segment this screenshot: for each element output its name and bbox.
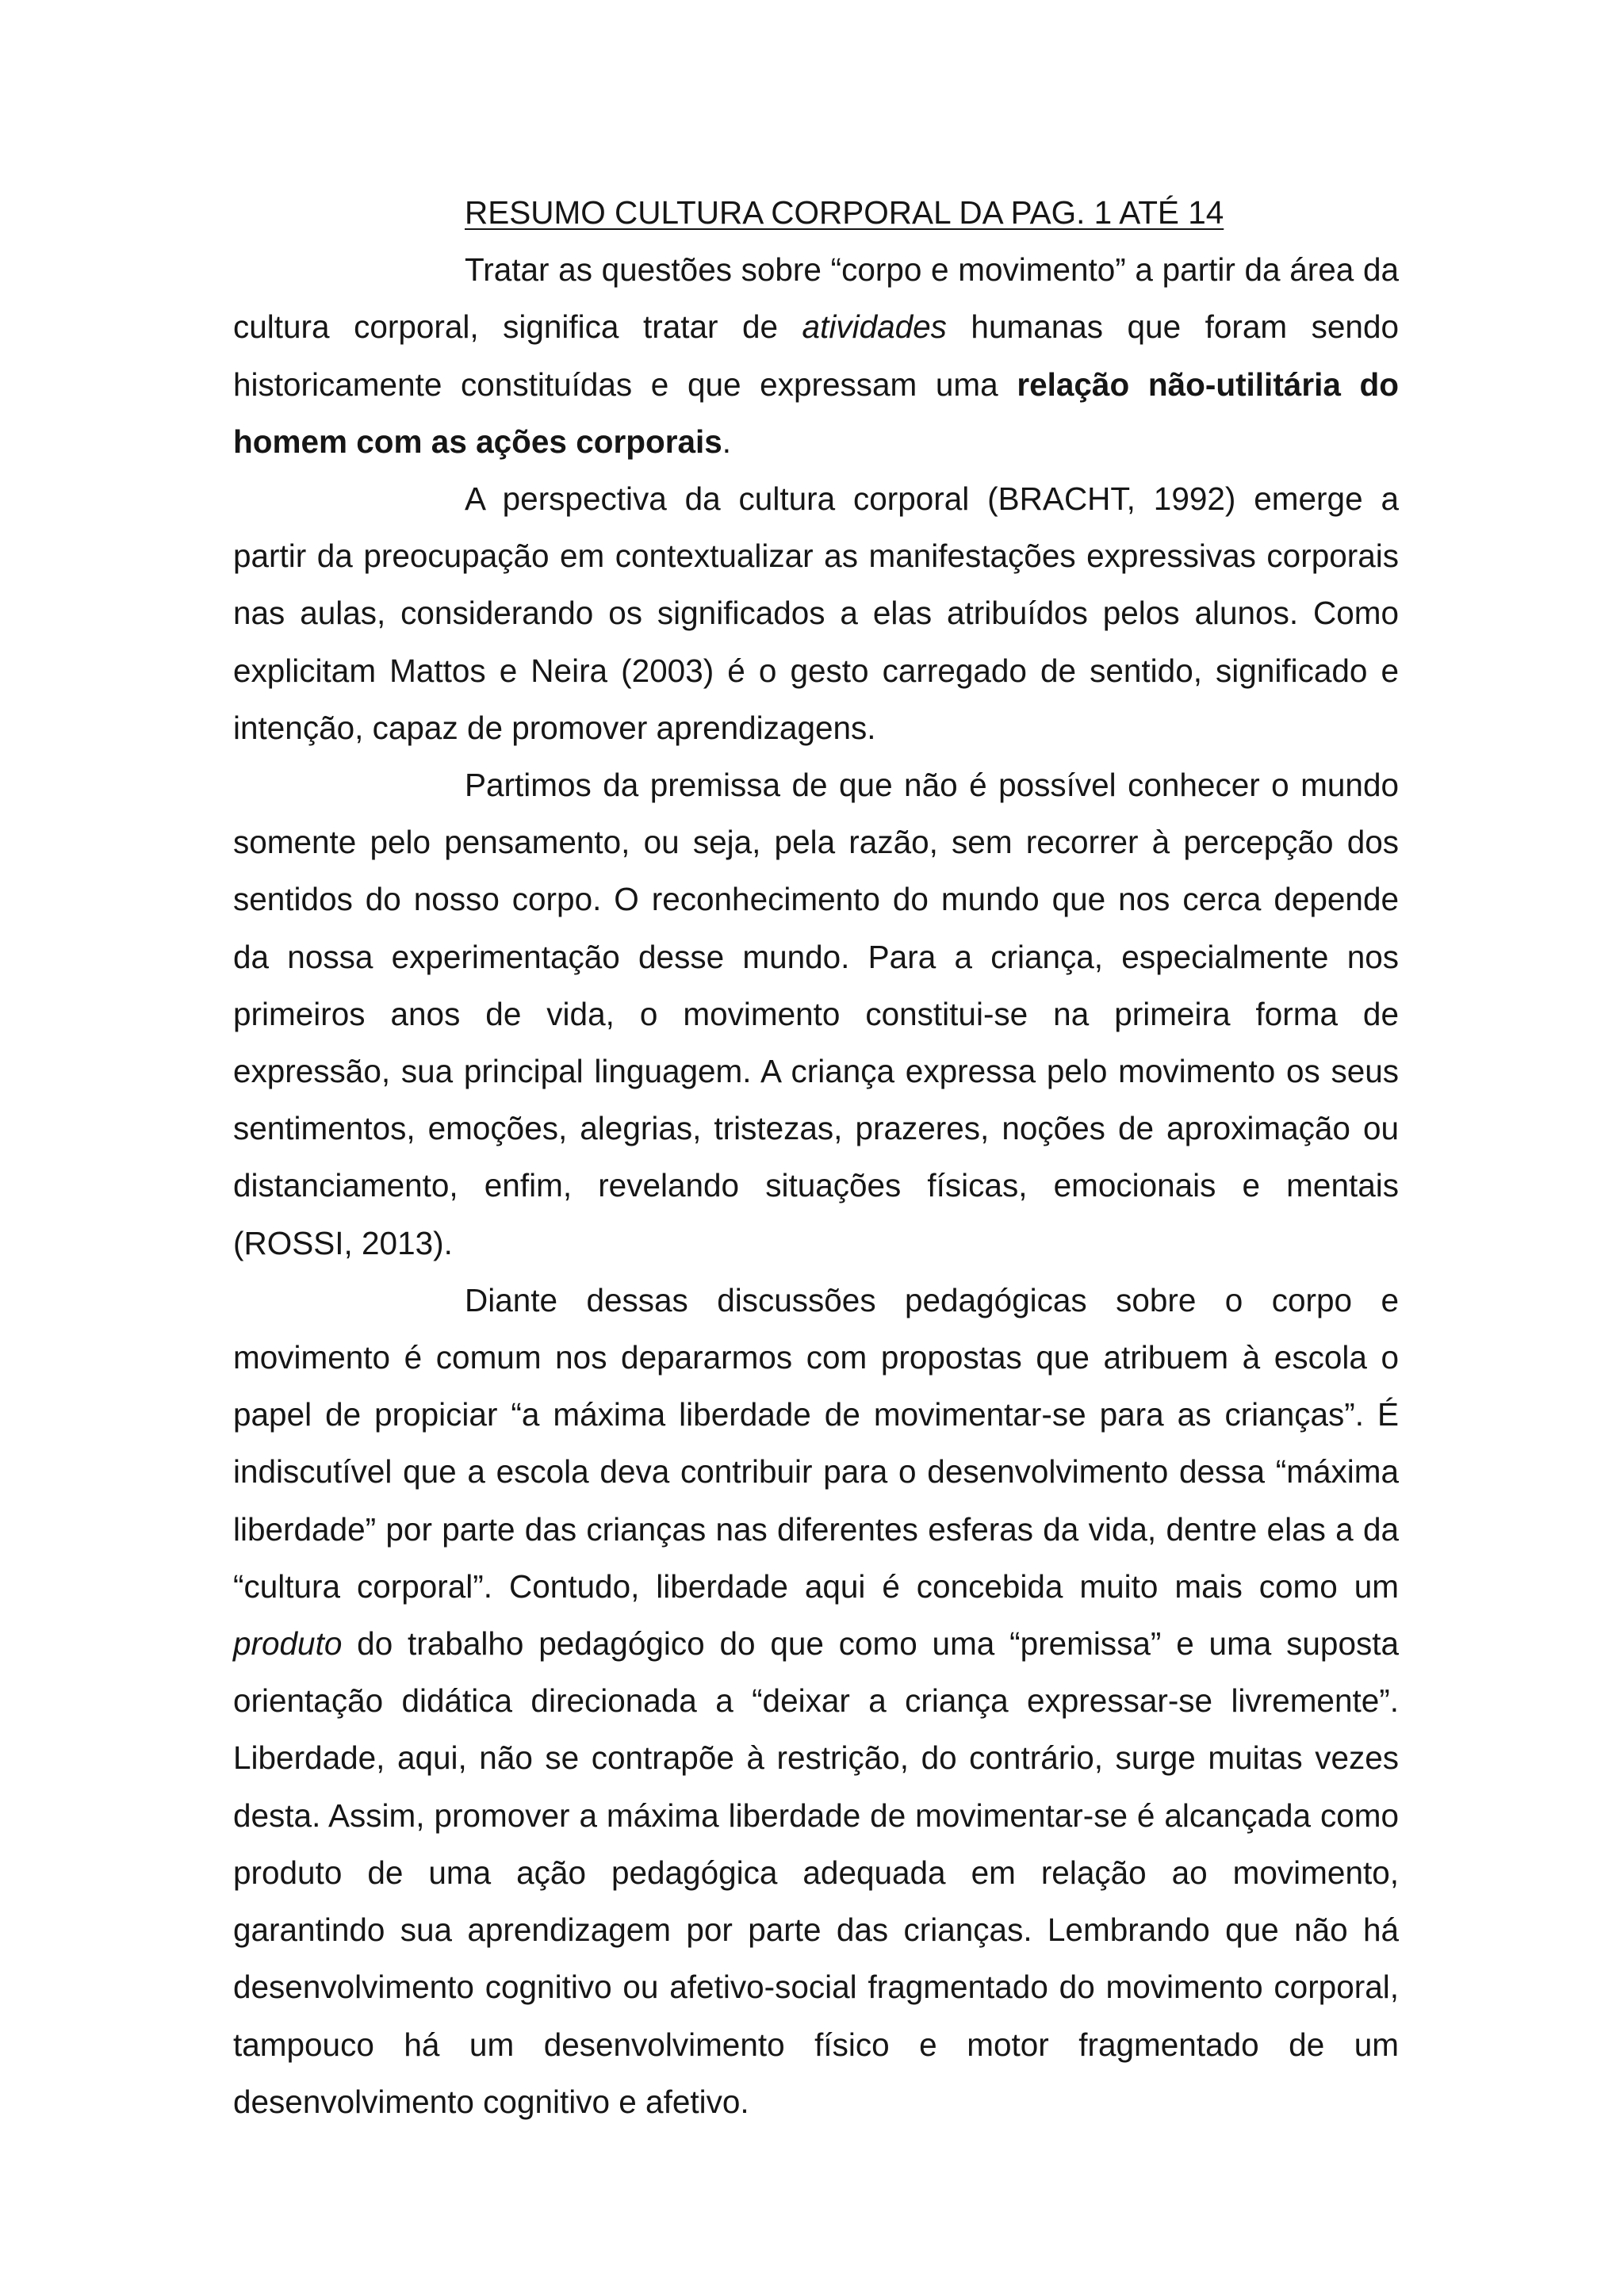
document-title: RESUMO CULTURA CORPORAL DA PAG. 1 ATÉ 14 xyxy=(465,194,1224,231)
paragraph-3 xyxy=(233,756,1399,1272)
document-body xyxy=(233,184,1399,2130)
paragraph-4-italic-produto: produto xyxy=(233,1625,343,1663)
paragraph-2 xyxy=(233,470,1399,756)
paragraph-1-bold-phrase: relação não-utilitária do homem com as ações corporais xyxy=(233,365,1399,460)
paragraph-4-text-1: Diante dessas discussões pedagógicas sobre o corpo e movimento é comum nos depararmos com propostas que atribuem à escola o papel de propiciar “a máxima liberdade de movimentar-se para as crianças”. É indiscutível que a escola deva contribuir para o desenvolvimento dessa “máxima liberdade” por parte das crianças nas diferentes esferas da vida, dentre elas a da “cultura corporal”. Contudo, liberdade aqui é concebida muito mais como um xyxy=(233,1281,1399,1605)
paragraph-3-text: Partimos da premissa de que não é possível conhecer o mundo somente pelo pensamento, ou seja, pela razão, sem recorrer à percepção dos sentidos do nosso corpo. O reconhecimento do mundo que nos cerca depende da nossa experimentação desse mundo. Para a criança, especialmente nos primeiros anos de vida, o movimento constitui-se na primeira forma de expressão, sua principal linguagem. A criança expressa pelo movimento os seus sentimentos, emoções, alegrias, tristezas, prazeres, noções de aproximação ou distanciamento, enfim, revelando situações físicas, emocionais e mentais (ROSSI, 2013). xyxy=(233,767,1399,1261)
paragraph-1-text-1: Tratar as questões sobre “corpo e movimento” a partir da área da cultura corporal, significa tratar de xyxy=(233,251,1399,346)
paragraph-1 xyxy=(233,241,1399,470)
paragraph-4 xyxy=(233,1272,1399,2130)
paragraph-4-text-2: do trabalho pedagógico do que como uma “premissa” e uma suposta orientação didática direcionada a “deixar a criança expressar-se livremente”. Liberdade, aqui, não se contrapõe à restrição, do contrário, surge muitas vezes desta. Assim, promover a máxima liberdade de movimentar-se é alcançada como produto de uma ação pedagógica adequada em relação ao movimento, garantindo sua aprendizagem por parte das crianças. Lembrando que não há desenvolvimento cognitivo ou afetivo-social fragmentado do movimento corporal, tampouco há um desenvolvimento físico e motor fragmentado de um desenvolvimento cognitivo e afetivo. xyxy=(233,1625,1399,2120)
paragraph-1-text-3: . xyxy=(722,423,732,460)
paragraph-1-italic-atividades: atividades xyxy=(802,308,947,346)
paragraph-2-text: A perspectiva da cultura corporal (BRACHT, 1992) emerge a partir da preocupação em contextualizar as manifestações expressivas corporais nas aulas, considerando os significados a elas atribuídos pelos alunos. Como explicitam Mattos e Neira (2003) é o gesto carregado de sentido, significado e intenção, capaz de promover aprendizagens. xyxy=(233,480,1399,746)
paragraph-1-text-2: humanas que foram sendo historicamente constituídas e que expressam uma xyxy=(233,308,1399,403)
